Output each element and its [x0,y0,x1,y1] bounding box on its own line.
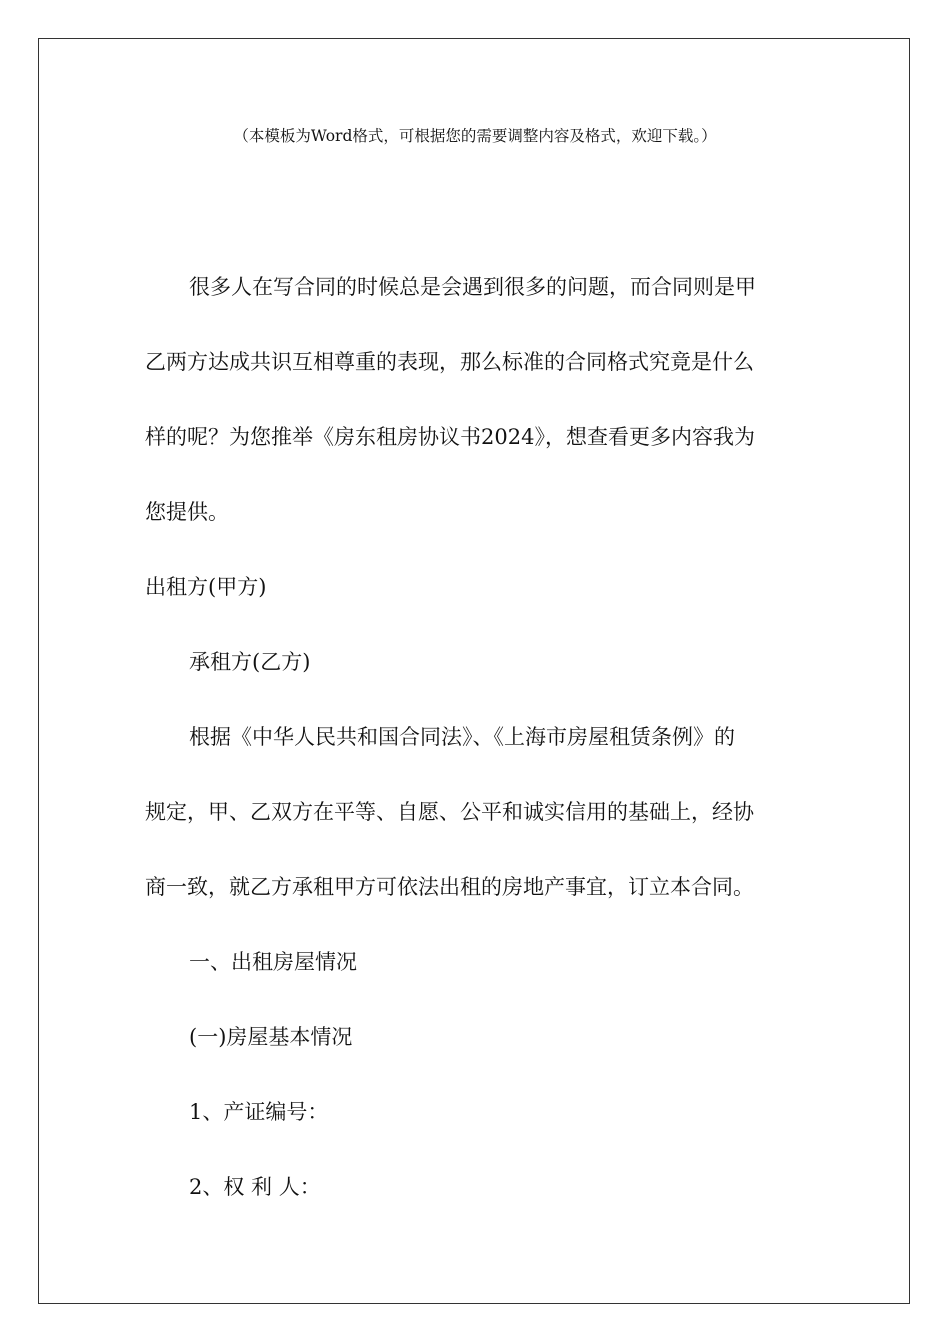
section-heading: 一、出租房屋情况 [189,950,357,974]
basis-line-1: 根据《中华人民共和国合同法》、《上海市房屋租赁条例》的 [189,725,735,749]
intro-line-2: 乙两方达成共识互相尊重的表现，那么标准的合同格式究竟是什么 [145,350,754,374]
intro-line-3: 样的呢？为您推举《房东租房协议书2024》，想查看更多内容我为 [145,425,755,449]
template-note: （本模板为Word格式，可根据您的需要调整内容及格式，欢迎下载。） [233,127,717,145]
lessor-label: 出租方(甲方) [145,575,267,599]
subsection-heading: (一)房屋基本情况 [189,1025,353,1049]
item-rights-holder: 2、权 利 人： [189,1175,321,1199]
basis-line-2: 规定，甲、乙双方在平等、自愿、公平和诚实信用的基础上，经协 [145,800,754,824]
intro-line-1: 很多人在写合同的时候总是会遇到很多的问题，而合同则是甲 [189,275,756,299]
page-frame [38,38,910,1304]
basis-line-3: 商一致，就乙方承租甲方可依法出租的房地产事宜，订立本合同。 [145,875,754,899]
item-certificate-number: 1、产证编号： [189,1100,329,1124]
lessee-label: 承租方(乙方) [189,650,311,674]
intro-line-4: 您提供。 [145,500,229,524]
